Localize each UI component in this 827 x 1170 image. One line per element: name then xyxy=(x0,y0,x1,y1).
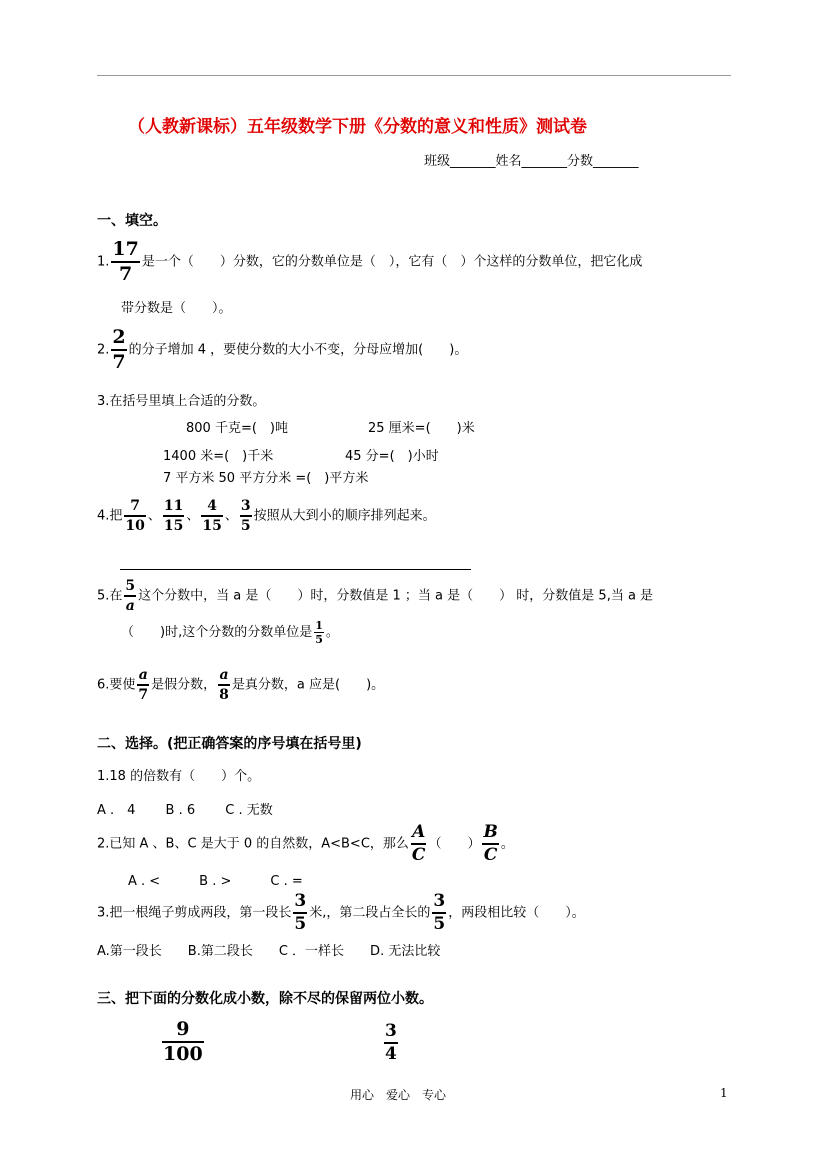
footer-motto: 用心 爱心 专心 xyxy=(350,1088,447,1102)
fraction-17-7: $\frac{17}{7}$ xyxy=(112,238,139,285)
question-1-5-line2: （ )时,这个分数的分数单位是 $\frac{1}{5}$ 。 xyxy=(121,619,339,646)
page-title: （人教新课标）五年级数学下册《分数的意义和性质》测试卷 xyxy=(128,117,587,137)
fraction-7-10: $\frac{7}{10}$ xyxy=(125,498,145,534)
q3-row1-a: 800 千克=( )吨 xyxy=(186,421,288,436)
fraction-a-8: $\frac{a}{8}$ xyxy=(219,667,229,703)
question-2-3-options: A.第一段长 B.第二段长 C ．一样长 D. 无法比较 xyxy=(97,944,441,959)
question-2-2: 2.已知 A 、B、C 是大于 0 的自然数，A<B<C，那么 $\frac{A}{C}$ （ ） $\frac{B}{C}$ 。 xyxy=(97,822,514,865)
answer-line xyxy=(120,569,471,570)
fraction-3-5-b: $\frac{3}{5}$ xyxy=(433,891,446,934)
question-1-4: 4.把 $\frac{7}{10}$ 、 $\frac{11}{15}$ 、 $\frac{4}{15}$ 、 $\frac{3}{5}$ 按照从大到小的顺序排列起来。 xyxy=(97,498,436,534)
fraction-3-4: $\frac{3}{4}$ xyxy=(385,1021,397,1064)
q3-row1-b: 25 厘米=( )米 xyxy=(368,421,475,436)
question-1-1-line2: 带分数是（ ）。 xyxy=(121,301,232,316)
fraction-1-5: $\frac{1}{5}$ xyxy=(315,619,323,646)
fraction-3-5-a: $\frac{3}{5}$ xyxy=(294,891,307,934)
header-rule xyxy=(97,75,731,76)
q3-row3: 7 平方米 50 平方分米 =( )平方米 xyxy=(163,471,369,486)
section-1-heading: 一、填空。 xyxy=(97,213,167,229)
fraction-11-15: $\frac{11}{15}$ xyxy=(163,498,184,534)
question-2-1: 1.18 的倍数有（ ）个。 xyxy=(97,769,261,784)
fraction-a-7: $\frac{a}{7}$ xyxy=(138,667,149,703)
student-info-line: 班级_______姓名_______分数_______ xyxy=(424,154,639,169)
section-2-heading: 二、选择。(把正确答案的序号填在括号里) xyxy=(97,736,362,752)
question-2-2-options: A . < B . > C . = xyxy=(128,874,303,889)
question-1-3: 3.在括号里填上合适的分数。 xyxy=(97,394,266,409)
question-1-1: 1. $\frac{17}{7}$ 是一个（ ）分数，它的分数单位是（ ），它有（ ）个这样的分数单位，把它化成 xyxy=(97,238,643,285)
sec3-fraction-2 xyxy=(382,1023,400,1063)
question-1-5: 5.在 $\frac{5}{a}$ 这个分数中，当 a 是（ ）时，分数值是 1 ；当 a 是（ ） 时，分数值是 5,当 a 是 xyxy=(97,578,654,614)
fraction-9-100: $\frac{9}{100}$ xyxy=(163,1018,203,1065)
fraction-5-a: $\frac{5}{a}$ xyxy=(125,578,136,614)
question-1-2: 2. $\frac{2}{7}$ 的分子增加 4 ，要使分数的大小不变，分母应增加( )。 xyxy=(97,326,468,373)
fraction-A-C: $\frac{A}{C}$ xyxy=(411,822,426,865)
q3-row2-b: 45 分=( )小时 xyxy=(345,449,439,464)
question-1-6: 6.要使 $\frac{a}{7}$ 是假分数， $\frac{a}{8}$ 是真分数，a 应是( )。 xyxy=(97,667,385,703)
fraction-4-15: $\frac{4}{15}$ xyxy=(202,498,222,534)
q3-row2-a: 1400 米=( )千米 xyxy=(163,449,274,464)
question-2-3: 3.把一根绳子剪成两段，第一段长 $\frac{3}{5}$ 米,，第二段占全长的 $\frac{3}{5}$ ，两段相比较（ ）。 xyxy=(97,891,585,934)
sec3-fraction-1 xyxy=(160,1020,206,1064)
question-2-1-options: A . 4 B . 6 C . 无数 xyxy=(97,803,273,818)
fraction-B-C: $\frac{B}{C}$ xyxy=(483,822,498,865)
fraction-2-7: $\frac{2}{7}$ xyxy=(112,326,126,373)
page-number: 1 xyxy=(720,1086,728,1100)
section-3-heading: 三、把下面的分数化成小数，除不尽的保留两位小数。 xyxy=(97,991,433,1007)
fraction-3-5: $\frac{3}{5}$ xyxy=(240,498,251,534)
